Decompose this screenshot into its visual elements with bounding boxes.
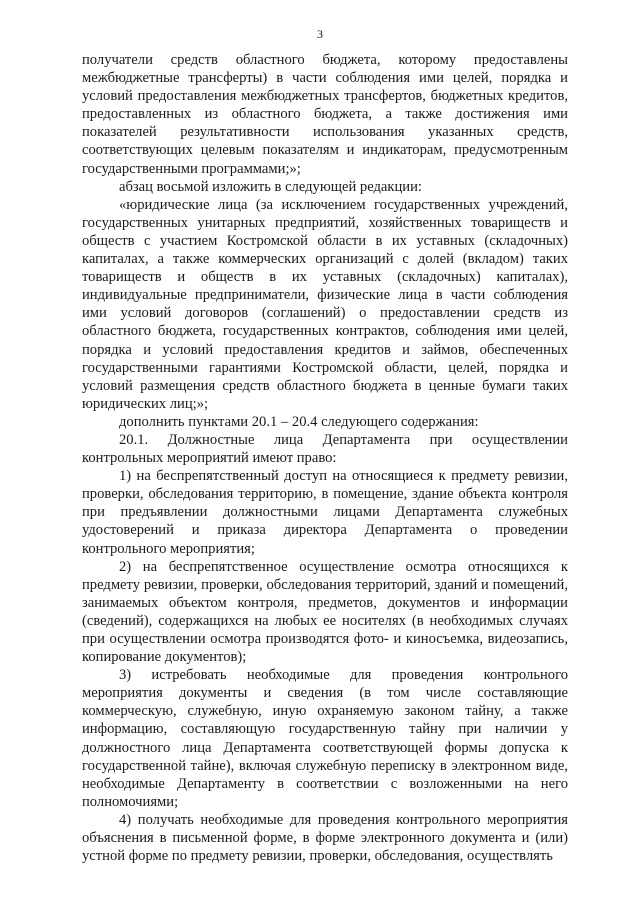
document-body (82, 51, 568, 865)
paragraph-right-3: 3) истребовать необходимые для проведения контрольного мероприятия документы и сведения (в том числе составляющие коммерческую, служебную, иную охраняемую законом тайну, а также информацию, составляющую государственную тайну при наличии у должностного лица Департамента соответствующей формы допуска к государственной тайне), включая служебную переписку в электронном виде, необходимые Департаменту в соответствии с возложенными на него полномочиями; (82, 667, 568, 810)
paragraph-right-4: 4) получать необходимые для проведения контрольного мероприятия объяснения в письменной форме, в форме электронного документа и (или) устной форме по предмету ревизии, проверки, обследования, осуществлять (82, 811, 568, 865)
paragraph-right-2: 2) на беспрепятственное осуществление осмотра относящихся к предмету ревизии, проверки, обследования территорий, зданий и помещений, занимаемых объектом контроля, предметов, документов и информации (сведений), содержащихся на любых ее носителях (в необходимых случаях при осуществлении осмотра производятся фото- и киносъемка, видеозапись, копирование документов); (82, 558, 568, 666)
page-number: 3 (317, 27, 323, 41)
paragraph-recipients: получатели средств областного бюджета, которому предоставлены межбюджетные трансферты) в части соблюдения ими целей, порядка и условий предоставления межбюджетных трансфертов, бюджетных кредитов, предоставленных из областного бюджета, а также достижения ими показателей результативности использования указанных средств, соответствующих целевым показателям и индикаторам, предусмотренным государственными программами;»; (82, 52, 568, 177)
paragraph-right-1: 1) на беспрепятственный доступ на относящиеся к предмету ревизии, проверки, обследования территорию, в помещение, здание объекта контроля при предъявлении должностными лицами Департамента служебных удостоверений и приказа директора Департамента о проведении контрольного мероприятия; (82, 468, 568, 557)
paragraph-amend-eighth: абзац восьмой изложить в следующей редакции: (119, 178, 422, 195)
paragraph-add-points: дополнить пунктами 20.1 – 20.4 следующего содержания: (119, 413, 479, 430)
paragraph-20-1: 20.1. Должностные лица Департамента при осуществлении контрольных мероприятий имеют право: (82, 431, 568, 467)
paragraph-legal-entities: «юридические лица (за исключением государственных учреждений, государственных унитарных предприятий, хозяйственных товариществ и обществ с участием Костромской области в их уставных (складочных) капиталах, а также коммерческих организаций с долей (вкладом) таких товариществ и обществ в их уставных (складочных) капиталах), индивидуальные предприниматели, физические лица в части соблюдения ими условий договоров (соглашений) о предоставлении средств из областного бюджета, государственных контрактов, соблюдения ими целей, порядка и условий предоставления кредитов и займов, обеспеченных государственными гарантиями Костромской области, целей, порядка и условий размещения средств областного бюджета в ценные бумаги таких юридических лиц;»; (82, 196, 568, 412)
